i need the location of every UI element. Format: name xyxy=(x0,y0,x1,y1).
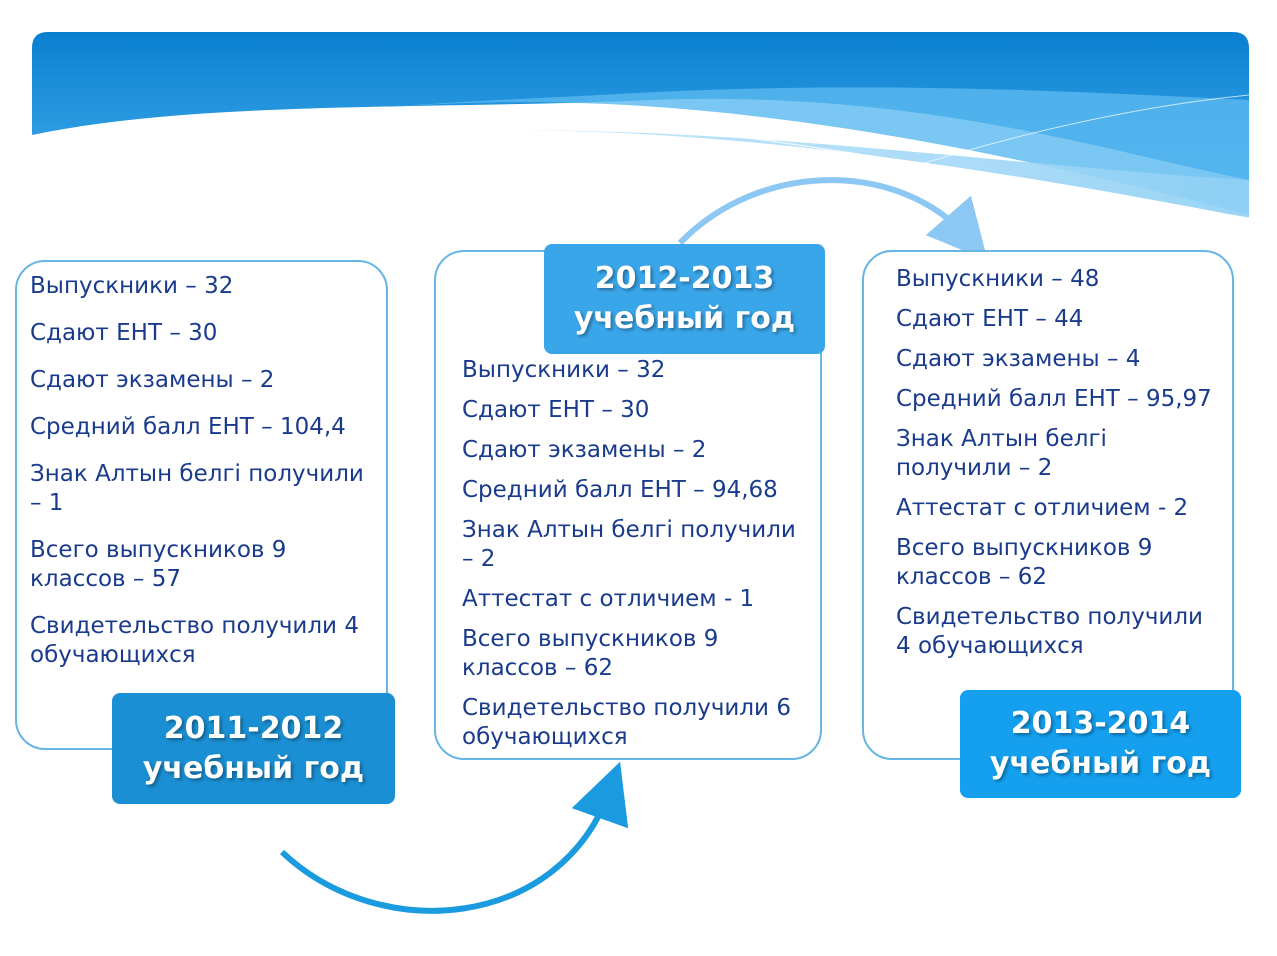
stat-item: Выпускники – 32 xyxy=(30,273,234,299)
year-range: 2011-2012 xyxy=(163,710,344,746)
stat-item: Свидетельство получили 4 обучающихся xyxy=(30,613,359,668)
stat-item: Средний балл ЕНТ – 104,4 xyxy=(30,414,346,440)
stat-item: Сдают экзамены – 4 xyxy=(896,346,1141,372)
stat-item: Сдают экзамены – 2 xyxy=(30,367,275,393)
year-label-2012-2013 xyxy=(544,244,825,354)
stat-item: Сдают ЕНТ – 30 xyxy=(462,397,650,423)
stat-item: Выпускники – 32 xyxy=(462,357,666,383)
year-label-2013-2014 xyxy=(960,690,1241,798)
stat-item: Знак Алтын белгі получили – 2 xyxy=(462,517,796,572)
stat-item: Сдают ЕНТ – 44 xyxy=(896,306,1084,332)
stat-item: Средний балл ЕНТ – 94,68 xyxy=(462,477,778,503)
stat-item: Выпускники – 48 xyxy=(896,266,1100,292)
stat-item: Сдают ЕНТ – 30 xyxy=(30,320,218,346)
year-caption: учебный год xyxy=(142,750,365,786)
year-card-2011-2012 xyxy=(15,260,388,750)
stat-item: Свидетельство получили 4 обучающихся xyxy=(896,604,1204,659)
arrow-2012-to-2013 xyxy=(680,180,968,243)
stat-item: Сдают экзамены – 2 xyxy=(462,437,707,463)
arrow-2011-to-2012 xyxy=(282,790,610,911)
stat-item: Знак Алтын белгі получили – 1 xyxy=(30,461,364,516)
year-caption: учебный год xyxy=(989,746,1212,781)
year-card-2013-2014 xyxy=(862,250,1234,760)
stat-item: Свидетельство получили 6 обучающихся xyxy=(462,695,791,750)
stat-item: Всего выпускников 9 классов – 62 xyxy=(462,626,719,681)
stat-item: Всего выпускников 9 классов – 62 xyxy=(896,535,1153,590)
year-label-2011-2012 xyxy=(112,693,395,804)
stat-item: Средний балл ЕНТ – 95,97 xyxy=(896,386,1212,412)
stat-item: Аттестат с отличием - 1 xyxy=(462,586,755,612)
stat-item: Всего выпускников 9 классов – 57 xyxy=(30,537,287,592)
year-caption: учебный год xyxy=(573,301,796,336)
stat-item: Знак Алтын белгі получили – 2 xyxy=(896,426,1107,481)
year-range: 2012-2013 xyxy=(594,261,775,296)
stat-item: Аттестат с отличием - 2 xyxy=(896,495,1189,521)
year-range: 2013-2014 xyxy=(1010,706,1191,741)
